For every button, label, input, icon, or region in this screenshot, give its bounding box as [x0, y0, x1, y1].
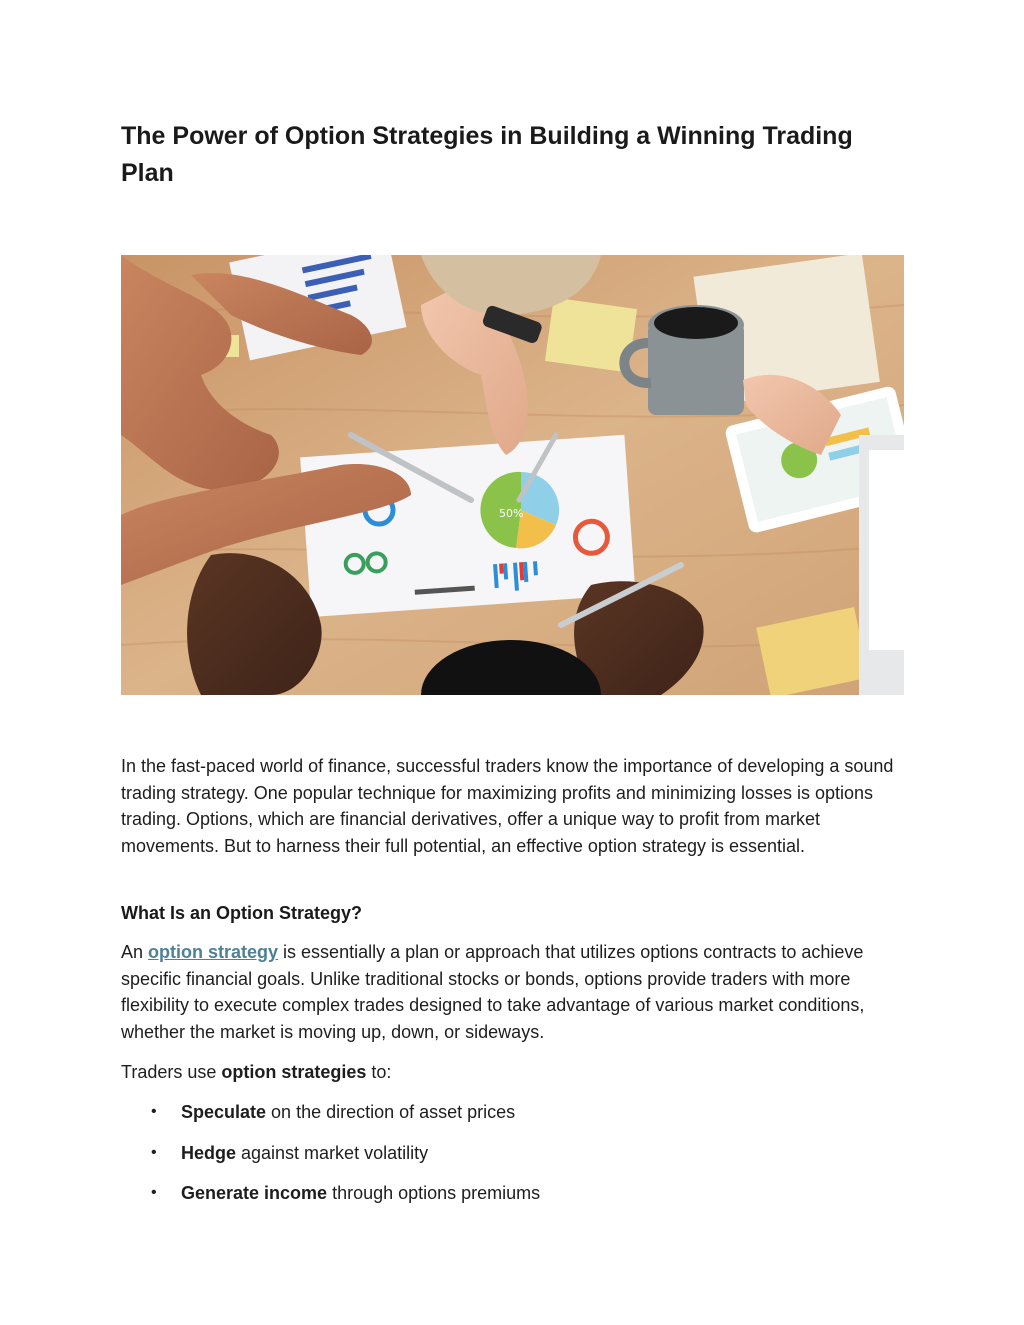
bullet-icon: •	[151, 1184, 157, 1201]
list-item	[121, 1140, 540, 1166]
list-item-text: against market volatility	[236, 1142, 429, 1163]
list-item-bold: Generate income	[181, 1183, 328, 1203]
list-item-text: through options premiums	[327, 1183, 541, 1203]
uses-suffix: to:	[366, 1062, 392, 1082]
list-item-bold: Hedge	[181, 1142, 237, 1163]
pie-chart-label: 50%	[499, 507, 524, 520]
option-strategy-link[interactable]: option strategy	[148, 942, 279, 962]
bullet-icon: •	[151, 1143, 157, 1161]
uses-bold: option strategies	[221, 1062, 367, 1082]
uses-prefix: Traders use	[121, 1062, 222, 1082]
section-heading: What Is an Option Strategy?	[121, 903, 363, 923]
page-title: The Power of Option Strategies in Building a Winning Trading Plan	[121, 122, 853, 187]
uses-intro-paragraph	[121, 1059, 901, 1086]
list-item-bold: Speculate	[181, 1102, 267, 1122]
bullet-icon: •	[151, 1103, 157, 1120]
definition-suffix: is essentially a plan or approach that utilizes options contracts to achieve specific financial goals. Unlike traditional stocks or bonds, options provide traders with more flexibility to execute complex trades designed to take advantage of various market conditions, whether the market is moving up, down, or sideways.	[121, 942, 865, 1042]
list-item	[121, 1180, 540, 1206]
intro-paragraph: In the fast-paced world of finance, successful traders know the importance of developing a sound trading strategy. One popular technique for maximizing profits and minimizing losses is options trading. Options, which are financial derivatives, offer a unique way to profit from market movements. But to harness their full potential, an effective option strategy is essential.	[121, 756, 894, 856]
hero-image	[121, 255, 904, 695]
list-item	[121, 1099, 540, 1125]
definition-prefix: An	[121, 942, 149, 962]
uses-list	[121, 1099, 540, 1221]
definition-paragraph	[121, 939, 901, 1045]
list-item-text: on the direction of asset prices	[266, 1102, 516, 1122]
